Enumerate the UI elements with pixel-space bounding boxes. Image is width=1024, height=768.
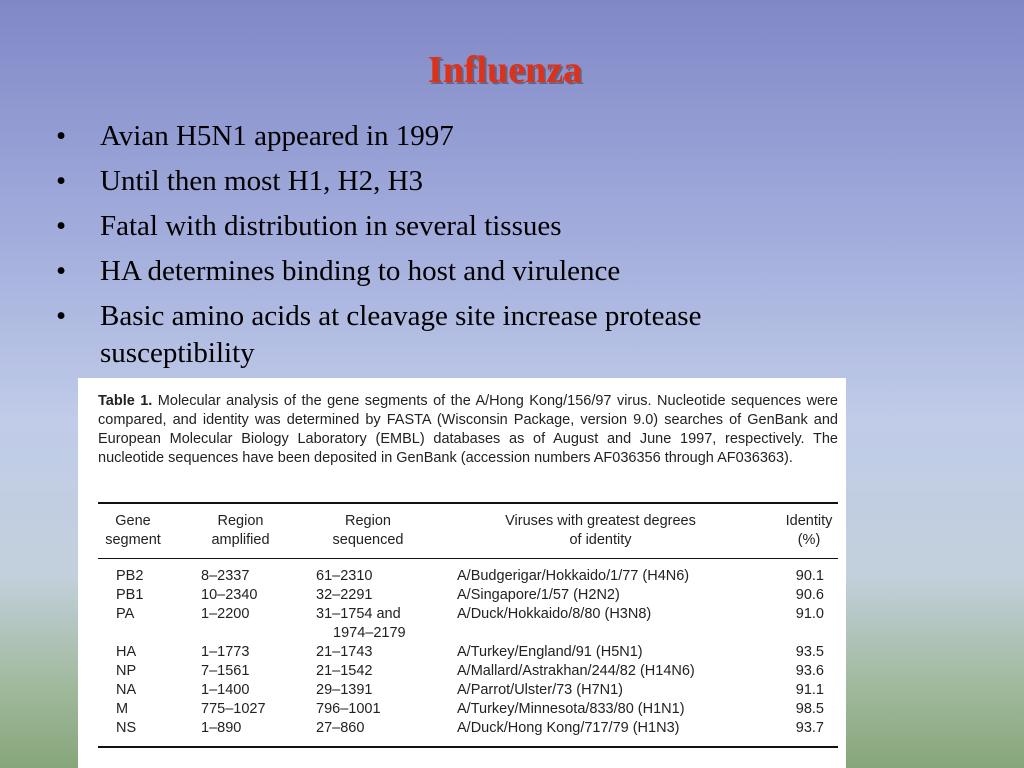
- slide-title: Influenza: [427, 49, 583, 91]
- bullet-item: • Avian H5N1 appeared in 1997: [56, 118, 856, 155]
- bullet-list: [56, 118, 856, 380]
- gene-segment-table: Table 1. Molecular analysis of the gene segments of the A/Hong Kong/156/97 virus. Nucleotide sequences were compared, and identity was determined by FASTA (Wisconsin Package, version 9.0) searches of GenBank and European Molecular Biology Laboratory (EMBL) databases as of August and June 1997, respectively. The nucleotide sequences have been deposited in GenBank (accession numbers AF036356 through AF036363). Gene segment Region amplified Region sequenced Viruses with greatest degrees of identity Identity (%) PB2 8–2337 61–2310 A/Budgerigar/Hokkaido/1/77 (H4N6) 90.1 PB1 10–2340 32–2291 A/Singapore/1/57 (H2N2) 90.6 PA 1–2200 31–1754 and 1974–2179 A/Duck/Hokkaido/8/80 (H3N8) 91.0 HA 1–1773 21–1743 A/Turkey/England/91 (H5N1) 93.5 NP 7–1561 21–1542 A/Mallard/Astrakhan/244/82 (H14N6) 93.6 NA 1–1400 29–1391 A/Parrot/Ulster/73 (H7N1) 91.1 M 775–1027 796–1001 A/Turkey/Minnesota/833/80 (H1N1) 98.5 NS 1–890 27–860 A/Duck/Hong Kong/717/79 (H1N3) 93.7: [78, 378, 846, 768]
- bullet-item: • Until then most H1, H2, H3: [56, 163, 856, 200]
- header-identity: Identity (%): [785, 513, 833, 548]
- header-viruses: Viruses with greatest degrees of identity: [505, 513, 696, 548]
- caption-text: Molecular analysis of the gene segments of the A/Hong Kong/156/97 virus. Nucleotide sequences were compared, and identity was determined by FASTA (Wisconsin Package, version 9.0) searches of GenBank and European Molecular Biology Laboratory (EMBL) databases as of August and June 1997, respectively. The nucleotide sequences have been deposited in GenBank (accession numbers AF036356 through AF036363).: [98, 393, 839, 466]
- caption-label: Table 1.: [98, 393, 153, 409]
- table-top-rule: [98, 502, 838, 504]
- header-region-sequenced: Region sequenced: [332, 513, 404, 548]
- bullet-dot: •: [56, 210, 67, 242]
- header-region-amplified: Region amplified: [211, 513, 270, 548]
- bullet-dot: •: [56, 255, 67, 287]
- table-bottom-rule: [98, 746, 838, 748]
- bullet-item: • Fatal with distribution in several tissues: [56, 208, 856, 245]
- table-header-rule: [98, 558, 838, 559]
- header-gene-segment: Gene segment: [105, 513, 161, 548]
- bullet-dot: •: [56, 165, 67, 197]
- bullet-item: • Basic amino acids at cleavage site increase protease susceptibility: [56, 300, 702, 369]
- bullet-item: • HA determines binding to host and virulence: [56, 253, 856, 290]
- bullet-dot: •: [56, 300, 67, 332]
- table-caption: [98, 392, 838, 468]
- bullet-dot: •: [56, 120, 67, 152]
